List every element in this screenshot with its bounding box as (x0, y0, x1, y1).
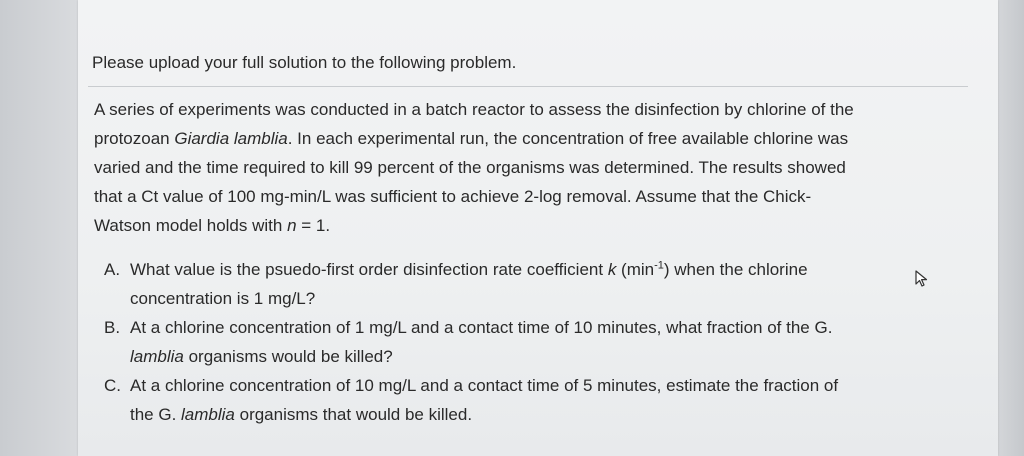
question-c: C. At a chlorine concentration of 10 mg/L and a contact time of 5 minutes, estimate the fraction of the G. lamblia organisms that would be killed. (104, 371, 964, 429)
question-list (104, 255, 964, 429)
problem-line: varied and the time required to kill 99 percent of the organisms was determined. The results showed (94, 158, 846, 177)
question-letter: B. (104, 318, 121, 337)
question-letter: A. (104, 260, 121, 279)
problem-line: A series of experiments was conducted in a batch reactor to assess the disinfection by chlorine of the (94, 100, 854, 119)
problem-line: protozoan Giardia lamblia. In each experimental run, the concentration of free available chlorine was (94, 129, 849, 148)
left-background (0, 0, 78, 456)
divider (88, 86, 968, 87)
question-b: B. At a chlorine concentration of 1 mg/L and a contact time of 10 minutes, what fraction of the G. lamblia organisms would be killed? (104, 313, 964, 371)
problem-statement (94, 95, 974, 240)
document-page (78, 0, 998, 456)
problem-line: Watson model holds with n = 1. (94, 216, 331, 235)
variable-n: n (287, 216, 297, 235)
problem-line: that a Ct value of 100 mg-min/L was sufficient to achieve 2-log removal. Assume that the Chick- (94, 187, 812, 206)
instruction-text: Please upload your full solution to the following problem. (92, 53, 517, 72)
organism-name: Giardia lamblia (174, 129, 288, 148)
right-background (998, 0, 1024, 456)
question-a: A. What value is the psuedo-first order disinfection rate coefficient k $(\min^{-1})$ when the chlorine concentration is 1 mg/L? (104, 255, 964, 313)
question-letter: C. (104, 376, 121, 395)
mouse-pointer-icon (914, 270, 930, 288)
